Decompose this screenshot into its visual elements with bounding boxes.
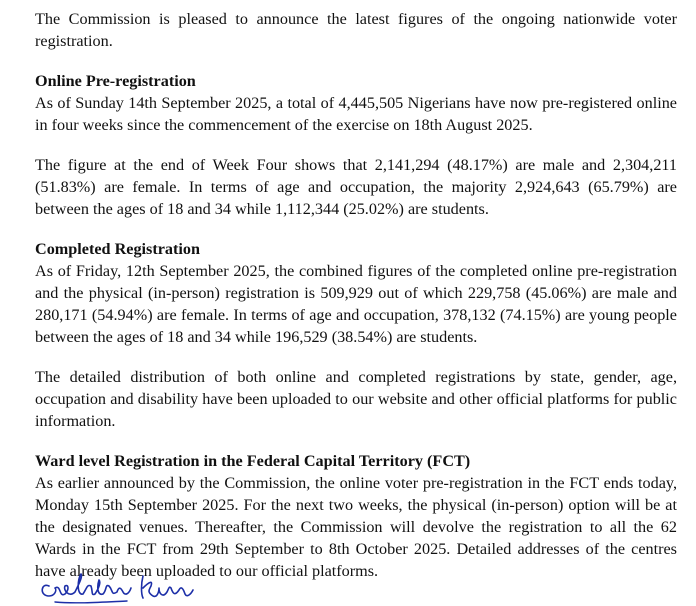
online-section xyxy=(35,70,677,220)
fct-paragraph-1: As earlier announced by the Commission, the online voter pre-registration in the FCT ends today, Monday 15th September 2025. For the next two weeks, the physical (in-person) option will be at the designated venues. Thereafter, the Commission will devolve the registration to all the 62 Wards in the FCT from 29th September to 8th October 2025. Detailed addresses of the centres have already been uploaded to our official platforms. xyxy=(35,474,677,580)
online-paragraph-2: The figure at the end of Week Four shows that 2,141,294 (48.17%) are male and 2,304,211 (51.83%) are female. In terms of age and occupation, the majority 2,924,643 (65.79%) are between the ages of 18 and 34 while 1,112,344 (25.02%) are students. xyxy=(35,156,677,218)
document-body xyxy=(35,8,677,600)
signature xyxy=(35,566,215,606)
completed-paragraph-2: The detailed distribution of both online and completed registrations by state, gender, age, occupation and disability have been uploaded to our website and other official platforms for public information. xyxy=(35,368,677,430)
completed-heading: Completed Registration xyxy=(35,240,200,258)
online-paragraph-1: As of Sunday 14th September 2025, a total of 4,445,505 Nigerians have now pre-registered online in four weeks since the commencement of the exercise on 18th August 2025. xyxy=(35,94,677,134)
completed-section xyxy=(35,238,677,432)
online-heading: Online Pre-registration xyxy=(35,72,196,90)
fct-section xyxy=(35,450,677,582)
intro-paragraph: The Commission is pleased to announce the latest figures of the ongoing nationwide voter registration. xyxy=(35,10,677,50)
completed-paragraph-1: As of Friday, 12th September 2025, the combined figures of the completed online pre-registration and the physical (in-person) registration is 509,929 out of which 229,758 (45.06%) are male and 280,171 (54.94%) are female. In terms of age and occupation, 378,132 (74.15%) are young people between the ages of 18 and 34 while 196,529 (38.54%) are students. xyxy=(35,262,677,346)
fct-heading: Ward level Registration in the Federal Capital Territory (FCT) xyxy=(35,452,471,470)
